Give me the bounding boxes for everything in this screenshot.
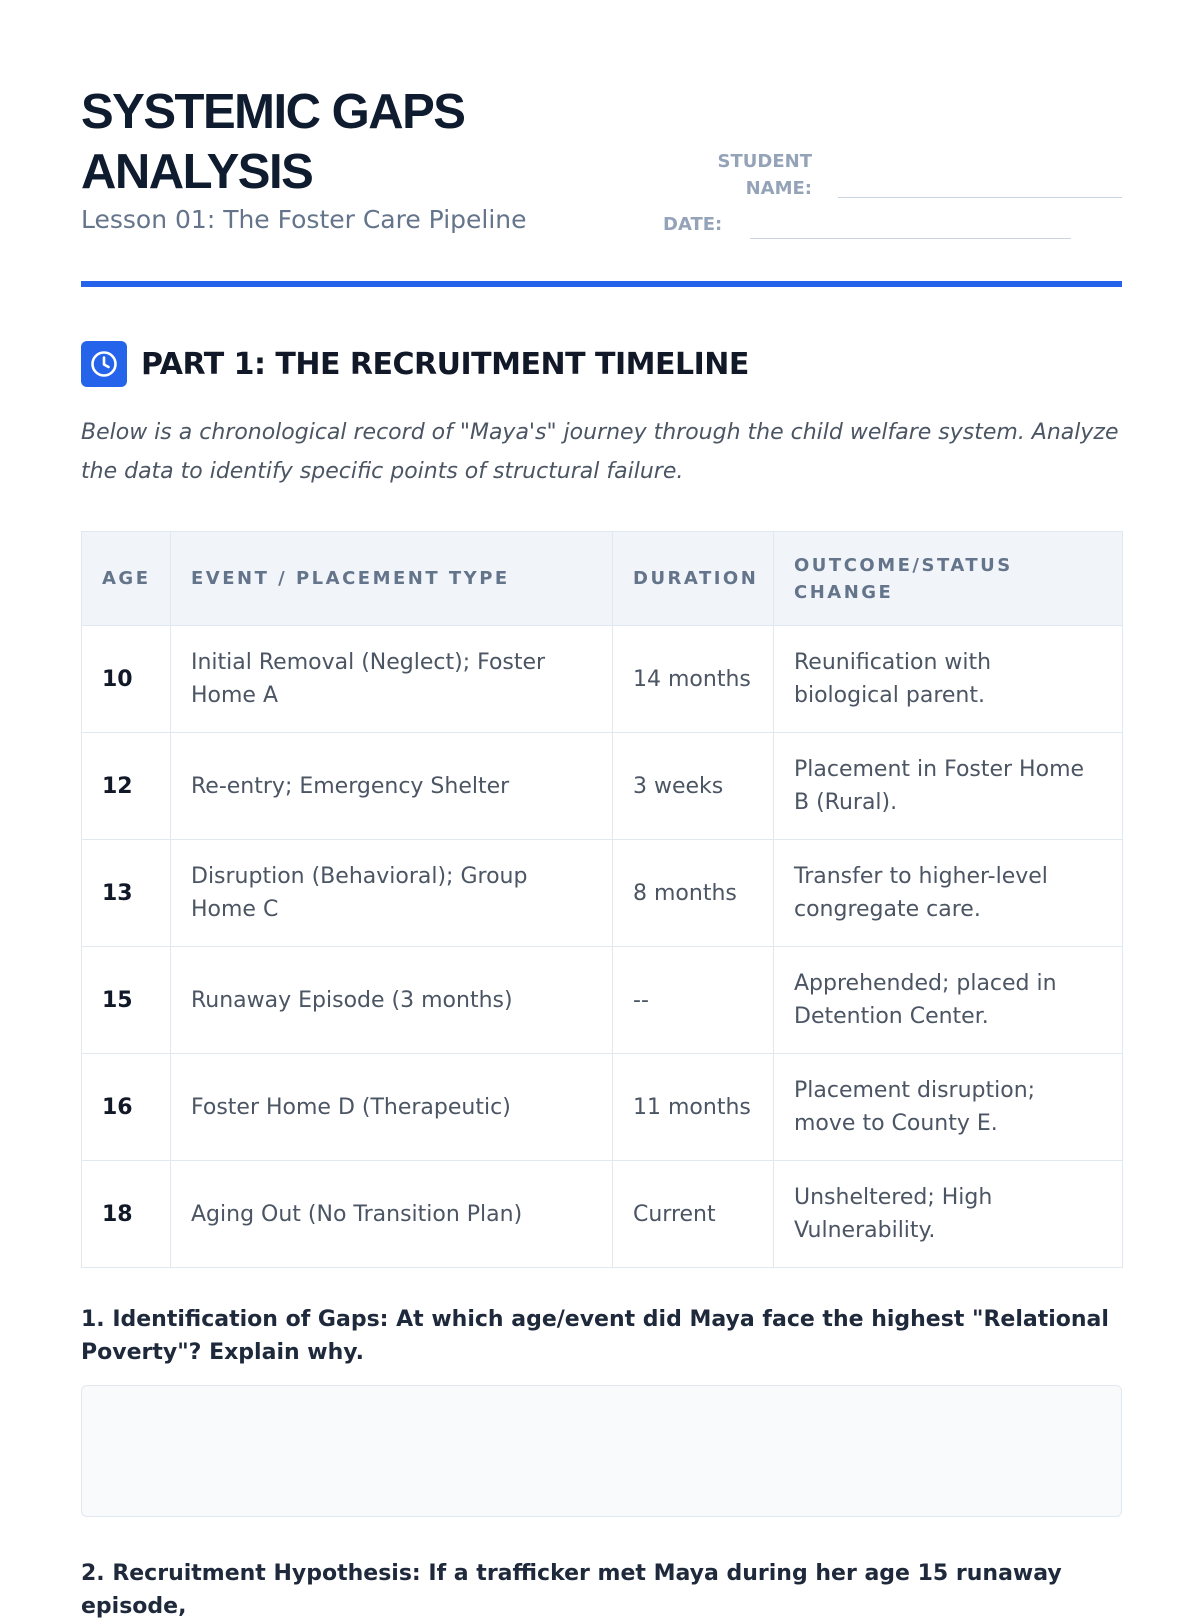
question-2-prompt: 2. Recruitment Hypothesis: If a trafficker met Maya during her age 15 runaway episode, (81, 1561, 1062, 1619)
cell-outcome: Transfer to higher-level congregate care. (774, 840, 1123, 947)
cell-age: 16 (82, 1054, 171, 1161)
cell-age: 13 (82, 840, 171, 947)
date-field[interactable] (750, 238, 1071, 239)
cell-duration: 3 weeks (613, 733, 774, 840)
table-row (82, 733, 1123, 840)
section-title: PART 1: THE RECRUITMENT TIMELINE (141, 346, 749, 382)
header-divider (81, 281, 1122, 287)
date-label: DATE: (663, 214, 723, 235)
clock-icon (81, 341, 127, 387)
page-subtitle: Lesson 01: The Foster Care Pipeline (81, 205, 527, 234)
question-1-answer-box[interactable] (81, 1385, 1122, 1517)
cell-duration: 14 months (613, 626, 774, 733)
cell-event: Disruption (Behavioral); Group Home C (171, 840, 613, 947)
student-name-label: STUDENT NAME: (717, 151, 812, 199)
table-row (82, 840, 1123, 947)
cell-event: Runaway Episode (3 months) (171, 947, 613, 1054)
student-name-field[interactable] (838, 197, 1122, 198)
table-row (82, 626, 1123, 733)
cell-duration: Current (613, 1161, 774, 1268)
cell-outcome: Placement in Foster Home B (Rural). (774, 733, 1123, 840)
cell-age: 15 (82, 947, 171, 1054)
cell-duration: 8 months (613, 840, 774, 947)
table-row (82, 947, 1123, 1054)
cell-outcome: Apprehended; placed in Detention Center. (774, 947, 1123, 1054)
column-header-age: AGE (82, 532, 171, 626)
clock-icon-glyph (89, 349, 119, 379)
table-row (82, 1161, 1123, 1268)
worksheet-page (81, 0, 1122, 1619)
cell-age: 12 (82, 733, 171, 840)
cell-event: Foster Home D (Therapeutic) (171, 1054, 613, 1161)
cell-outcome: Reunification with biological parent. (774, 626, 1123, 733)
cell-event: Initial Removal (Neglect); Foster Home A (171, 626, 613, 733)
cell-duration: 11 months (613, 1054, 774, 1161)
cell-age: 10 (82, 626, 171, 733)
cell-event: Aging Out (No Transition Plan) (171, 1161, 613, 1268)
section-intro: Below is a chronological record of "Maya's" journey through the child welfare system. Analyze the data to identify specific points of structural failure. (81, 420, 1119, 484)
question-1-prompt: 1. Identification of Gaps: At which age/event did Maya face the highest "Relational Poverty"? Explain why. (81, 1307, 1109, 1365)
cell-outcome: Placement disruption; move to County E. (774, 1054, 1123, 1161)
column-header-event: EVENT / PLACEMENT TYPE (171, 532, 613, 626)
cell-outcome: Unsheltered; High Vulnerability. (774, 1161, 1123, 1268)
table-row (82, 1054, 1123, 1161)
worksheet-header (81, 0, 1122, 290)
column-header-outcome: OUTCOME/STATUS CHANGE (774, 532, 1123, 626)
cell-duration: -- (613, 947, 774, 1054)
page-title: SYSTEMIC GAPS ANALYSIS (81, 85, 465, 199)
cell-age: 18 (82, 1161, 171, 1268)
cell-event: Re-entry; Emergency Shelter (171, 733, 613, 840)
section-heading (81, 340, 749, 388)
column-header-duration: DURATION (613, 532, 774, 626)
timeline-table (81, 531, 1123, 1268)
table-header-row (82, 532, 1123, 626)
